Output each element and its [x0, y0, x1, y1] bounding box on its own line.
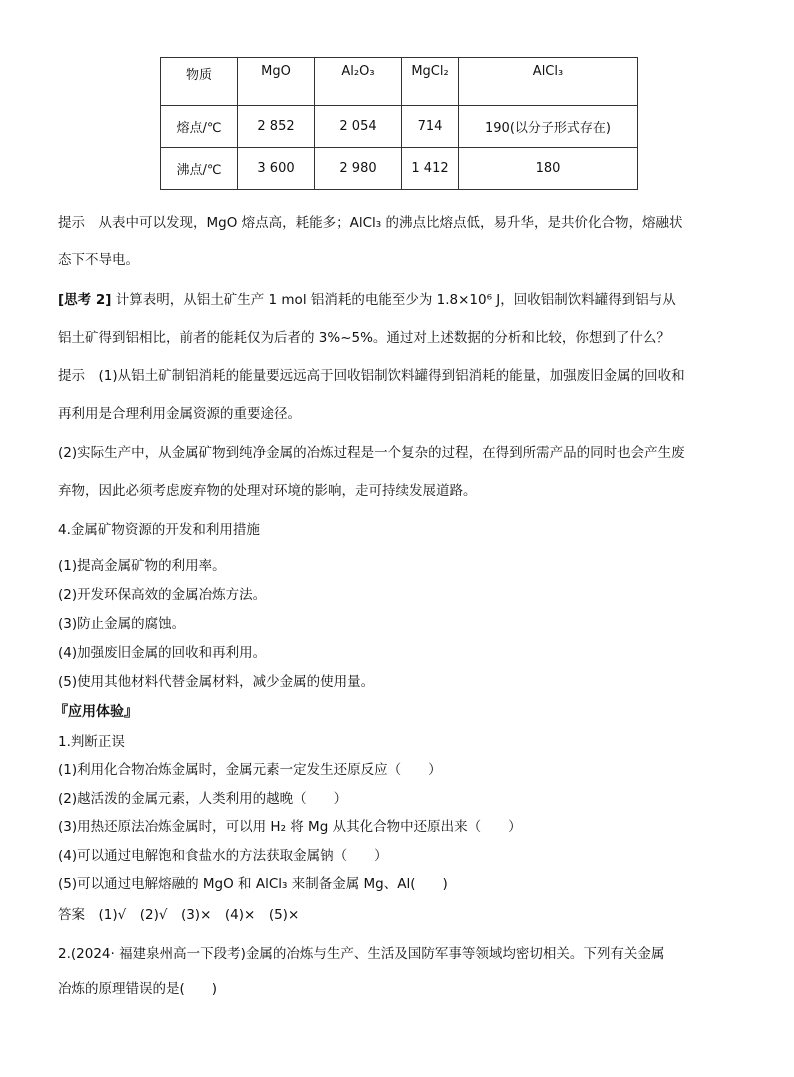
- apply-title: 『应用体验』: [54, 704, 138, 720]
- hint1-line1: 提示 从表中可以发现，MgO 熔点高，耗能多；AlCl₃ 的沸点比熔点低，易升华，是共价化合物，熔融状: [58, 215, 683, 231]
- think2-text1: 计算表明，从铝土矿生产 1 mol 铝消耗的电能至少为 1.8×10⁶ J，回收铝制饮料罐得到铝与从: [115, 292, 676, 308]
- table-cell: 714: [402, 106, 459, 148]
- table-cell: 2 852: [238, 106, 315, 148]
- hint1-line2: 态下不导电。: [58, 252, 139, 268]
- hint2-line2: 再利用是合理利用金属资源的重要途径。: [58, 406, 301, 422]
- header-substance: 物质: [161, 58, 238, 106]
- q2-line1: 2.(2024· 福建泉州高一下段考)金属的冶炼与生产、生活及国防军事等领域均密切相关。下列有关金属: [58, 946, 665, 962]
- q1-item-5: (5)可以通过电解熔融的 MgO 和 AlCl₃ 来制备金属 Mg、Al( ): [58, 876, 448, 892]
- table-cell: 180: [459, 148, 638, 190]
- table-row-boiling: [161, 148, 638, 190]
- q1-item-3: (3)用热还原法冶炼金属时，可以用 H₂ 将 Mg 从其化合物中还原出来（ ）: [58, 819, 522, 835]
- table-cell: 3 600: [238, 148, 315, 190]
- section4-item-3: (3)防止金属的腐蚀。: [58, 616, 186, 632]
- header-alcl3: AlCl₃: [459, 58, 638, 106]
- q1-title: 1.判断正误: [58, 734, 125, 750]
- q1-answer: 答案 (1)√ (2)√ (3)× (4)× (5)×: [58, 907, 300, 923]
- hint2-line1: 提示 (1)从铝土矿制铝消耗的能量要远远高于回收铝制饮料罐得到铝消耗的能量，加强废旧金属的回收和: [58, 368, 685, 384]
- table-cell: 2 054: [315, 106, 402, 148]
- hint2-line3: (2)实际生产中，从金属矿物到纯净金属的冶炼过程是一个复杂的过程，在得到所需产品的同时也会产生废: [58, 445, 685, 461]
- hint2-line4: 弃物，因此必须考虑废弃物的处理对环境的影响，走可持续发展道路。: [58, 483, 477, 499]
- q2-line2: 冶炼的原理错误的是( ): [58, 981, 218, 997]
- table-cell: 熔点/℃: [161, 106, 238, 148]
- section4-title: 4.金属矿物资源的开发和利用措施: [58, 522, 260, 538]
- q1-item-4: (4)可以通过电解饱和食盐水的方法获取金属钠（ ）: [58, 848, 388, 864]
- think2-line1: [58, 290, 676, 310]
- table-header-row: [161, 58, 638, 106]
- think2-line2: 铝土矿得到铝相比，前者的能耗仅为后者的 3%~5%。通过对上述数据的分析和比较，你想到了什么？: [58, 330, 670, 346]
- section4-item-5: (5)使用其他材料代替金属材料，减少金属的使用量。: [58, 674, 375, 690]
- header-mgo: MgO: [238, 58, 315, 106]
- section4-item-4: (4)加强废旧金属的回收和再利用。: [58, 645, 267, 661]
- q1-item-2: (2)越活泼的金属元素，人类利用的越晚（ ）: [58, 791, 348, 807]
- section4-item-2: (2)开发环保高效的金属冶炼方法。: [58, 587, 267, 603]
- table-cell: 190(以分子形式存在): [459, 106, 638, 148]
- section4-item-1: (1)提高金属矿物的利用率。: [58, 558, 226, 574]
- table-cell: 1 412: [402, 148, 459, 190]
- q1-item-1: (1)利用化合物冶炼金属时，金属元素一定发生还原反应（ ）: [58, 762, 442, 778]
- property-table: [160, 57, 638, 190]
- table-row-melting: [161, 106, 638, 148]
- think2-tag: [思考 2]: [58, 292, 112, 308]
- header-al2o3: Al₂O₃: [315, 58, 402, 106]
- table-cell: 沸点/℃: [161, 148, 238, 190]
- table-cell: 2 980: [315, 148, 402, 190]
- header-mgcl2: MgCl₂: [402, 58, 459, 106]
